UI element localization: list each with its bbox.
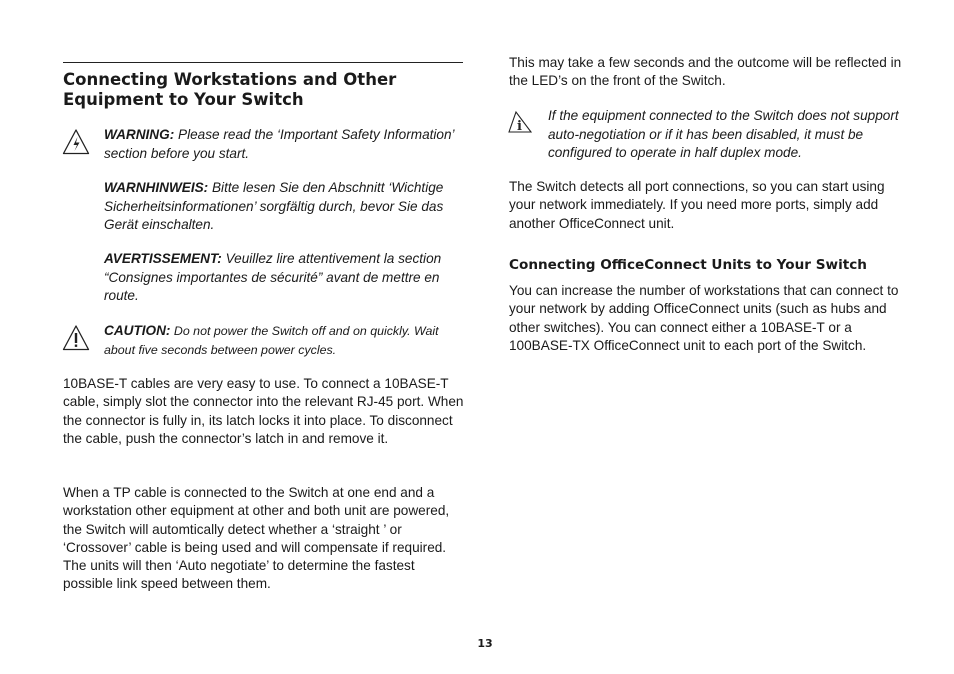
caution-notice (104, 322, 466, 359)
heading-line-1: Connecting Workstations and Other (63, 70, 397, 89)
warnhinweis-label: WARNHINWEIS: (104, 180, 209, 195)
heading-line-2: Equipment to Your Switch (63, 90, 304, 109)
warnhinweis-notice (104, 179, 466, 235)
led-paragraph: This may take a few seconds and the outcome will be reflected in the LED’s on the front of the Switch. (509, 55, 902, 89)
page-number: 13 (477, 637, 493, 650)
caution-label: CAUTION: (104, 323, 171, 338)
officeconnect-paragraph: You can increase the number of workstations that can connect to your network by adding OfficeConnect units (such as hubs and other switches). You can connect either a 10BASE-T or a 100BASE-TX OfficeConnect unit to each port of the Switch. (509, 283, 899, 353)
warnhinweis-text: Bitte lesen Sie den Abschnitt ‘Wichtige Sicherheitsinformationen’ sorgfältig durch, bevor Sie das Gerät einschalten. (104, 180, 444, 232)
port-detection-paragraph: The Switch detects all port connections, so you can start using your network immediately. If you need more ports, simply add another OfficeConnect unit. (509, 179, 885, 231)
section-rule (63, 62, 463, 63)
autodetect-paragraph: When a TP cable is connected to the Switch at one end and a workstation other equipment at other and both unit are powered, the Switch will automtically detect whether a ‘straight ’ or ‘Crossover’ cable is being used and will compensate if required. The units will then ‘Auto negotiate’ to determine the fastest possible link speed between them. (63, 485, 450, 592)
subsection-heading: Connecting OfficeConnect Units to Your Switch (509, 257, 867, 273)
avertissement-label: AVERTISSEMENT: (104, 251, 222, 266)
electrical-warning-icon (62, 128, 90, 156)
info-note: If the equipment connected to the Switch does not support auto-negotiation or if it has been disabled, it must be configured to operate in half duplex mode. (548, 108, 899, 160)
warning-text: Please read the ‘Important Safety Information’ section before you start. (104, 127, 454, 161)
svg-text:i: i (517, 119, 522, 134)
avertissement-text: Veuillez lire attentivement la section “Consignes importantes de sécurité” avant de mettre en route. (104, 251, 442, 303)
section-heading (63, 70, 463, 110)
cable-paragraph: 10BASE-T cables are very easy to use. To connect a 10BASE-T cable, simply slot the connector into the relevant RJ-45 port. When the connector is fully in, its latch locks it into place. To disconnect the cable, push the connector’s latch in and remove it. (63, 376, 464, 446)
warning-notice (104, 126, 466, 163)
warning-label: WARNING: (104, 127, 175, 142)
caution-text: Do not power the Switch off and on quickly. Wait about five seconds between power cycles. (104, 324, 439, 357)
avertissement-notice (104, 250, 466, 306)
info-icon (507, 110, 533, 134)
caution-icon (62, 324, 90, 352)
